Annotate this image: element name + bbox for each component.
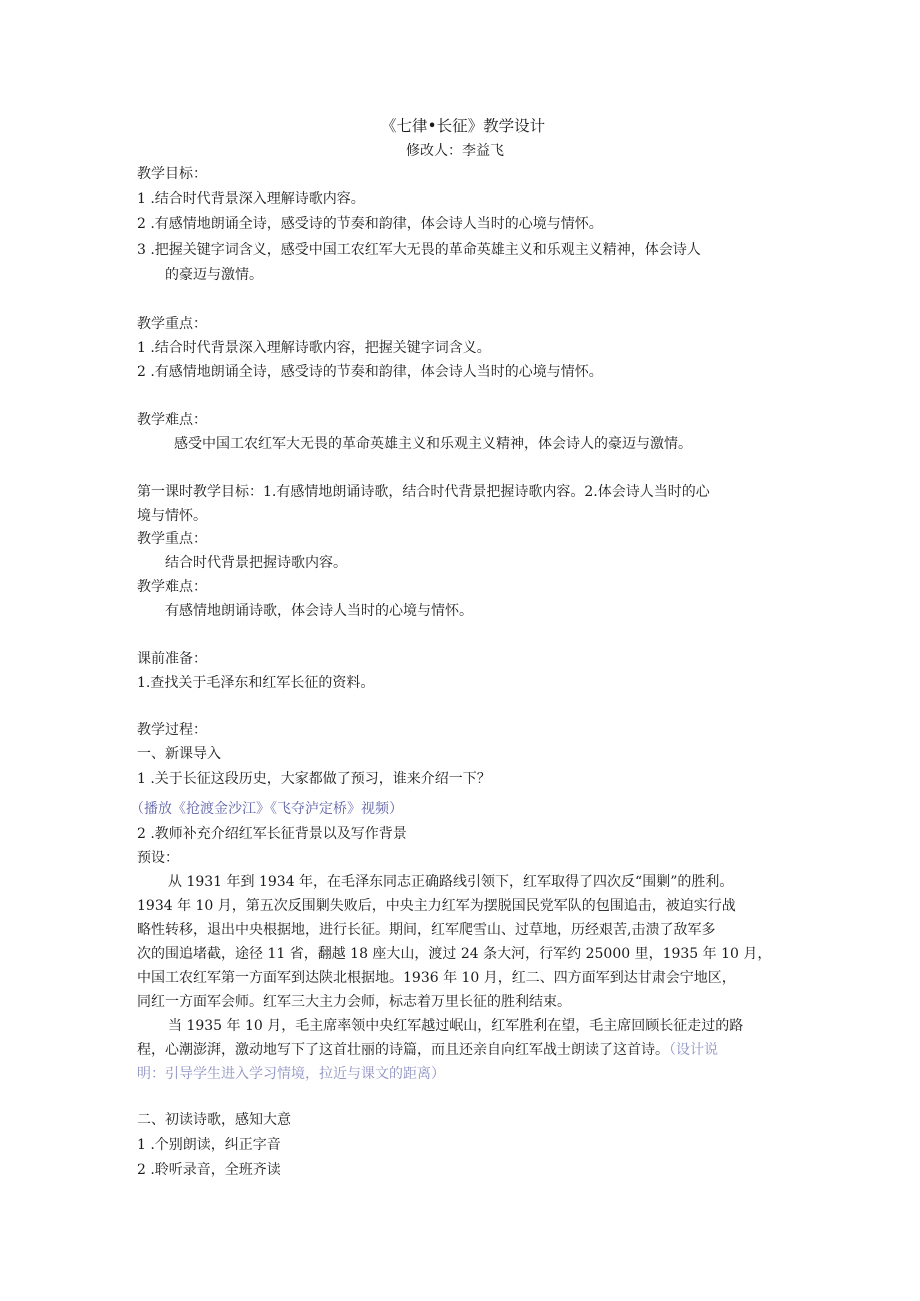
process-heading: 教学过程：	[137, 722, 207, 738]
background-paragraph-line: 1934 年 10 月，第五次反围剿失败后，中央主力红军为摆脱国民党军队的包围追击，被迫实行战	[137, 898, 736, 914]
lesson1-key-heading: 教学重点：	[137, 531, 207, 547]
design-note: （设计说	[669, 1042, 718, 1058]
process-item: 1 .关于长征这段历史，大家都做了预习，谁来介绍一下？	[137, 771, 491, 787]
preparation-heading: 课前准备：	[137, 651, 207, 667]
process-item: 2 .教师补充介绍红军长征背景以及写作背景	[137, 826, 407, 842]
process-item: 2 .聆听录音，全班齐读	[137, 1162, 281, 1178]
document-title: 《七律•长征》教学设计	[381, 117, 546, 135]
video-note: （播放《抢渡金沙江》《飞夺泸定桥》视频）	[130, 801, 403, 817]
poem-paragraph-line: 当 1935 年 10 月，毛主席率领中央红军越过岷山，红军胜利在望，毛主席回顾长征走过的路	[168, 1018, 744, 1034]
key-points-heading: 教学重点：	[137, 316, 207, 332]
background-paragraph-line: 中国工农红军第一方面军到达陕北根据地。1936 年 10 月，红二、四方面军到达甘肃会宁地区，	[137, 970, 736, 986]
lesson1-difficulty-heading: 教学难点：	[137, 579, 207, 595]
background-paragraph-line: 从 1931 年到 1934 年，在毛泽东同志正确路线引领下，红军取得了四次反“围剿”的胜利。	[168, 874, 734, 890]
objectives-heading: 教学目标：	[137, 166, 207, 182]
preset-label: 预设：	[137, 850, 179, 866]
process-item: 1 .个别朗读，纠正字音	[137, 1137, 281, 1153]
lesson1-difficulty-text: 有感情地朗诵诗歌，体会诗人当时的心境与情怀。	[165, 603, 473, 619]
poem-paragraph-text: 程，心潮澎湃，激动地写下了这首壮丽的诗篇，而且还亲自向红军战士朗读了这首诗。	[137, 1042, 669, 1058]
section-heading: 二、初读诗歌，感知大意	[137, 1112, 291, 1128]
lesson1-objective-continuation: 境与情怀。	[137, 508, 207, 524]
section-heading: 一、新课导入	[137, 746, 221, 762]
difficulties-text: 感受中国工农红军大无畏的革命英雄主义和乐观主义精神，体会诗人的豪迈与激情。	[174, 436, 692, 452]
difficulties-heading: 教学难点：	[137, 412, 207, 428]
objective-item: 3 .把握关键字词含义，感受中国工农红军大无畏的革命英雄主义和乐观主义精神，体会诗人	[137, 242, 701, 258]
preparation-item: 1.查找关于毛泽东和红军长征的资料。	[137, 675, 375, 691]
lesson1-key-text: 结合时代背景把握诗歌内容。	[165, 555, 347, 571]
objective-item: 2 .有感情地朗诵全诗，感受诗的节奏和韵律，体会诗人当时的心境与情怀。	[137, 216, 603, 232]
design-note-continuation: 明：引导学生进入学习情境，拉近与课文的距离）	[137, 1066, 445, 1082]
lesson1-objective: 第一课时教学目标：1.有感情地朗诵诗歌，结合时代背景把握诗歌内容。2.体会诗人当时的心	[137, 484, 710, 500]
objective-item-continuation: 的豪迈与激情。	[165, 267, 263, 283]
background-paragraph-line: 次的围追堵截，途径 11 省，翻越 18 座大山，渡过 24 条大河，行军约 25000 里，1935 年 10 月，	[137, 946, 772, 962]
objective-item: 1 .结合时代背景深入理解诗歌内容。	[137, 191, 365, 207]
background-paragraph-line: 同红一方面军会师。红军三大主力会师，标志着万里长征的胜利结束。	[137, 994, 571, 1010]
key-point-item: 1 .结合时代背景深入理解诗歌内容，把握关键字词含义。	[137, 340, 491, 356]
poem-paragraph-line	[137, 1040, 718, 1060]
background-paragraph-line: 略性转移，退出中央根据地，进行长征。期间，红军爬雪山、过草地，历经艰苦,击溃了敌军多	[137, 922, 716, 938]
key-point-item: 2 .有感情地朗诵全诗，感受诗的节奏和韵律，体会诗人当时的心境与情怀。	[137, 364, 603, 380]
author-line: 修改人：李益飞	[406, 143, 504, 159]
